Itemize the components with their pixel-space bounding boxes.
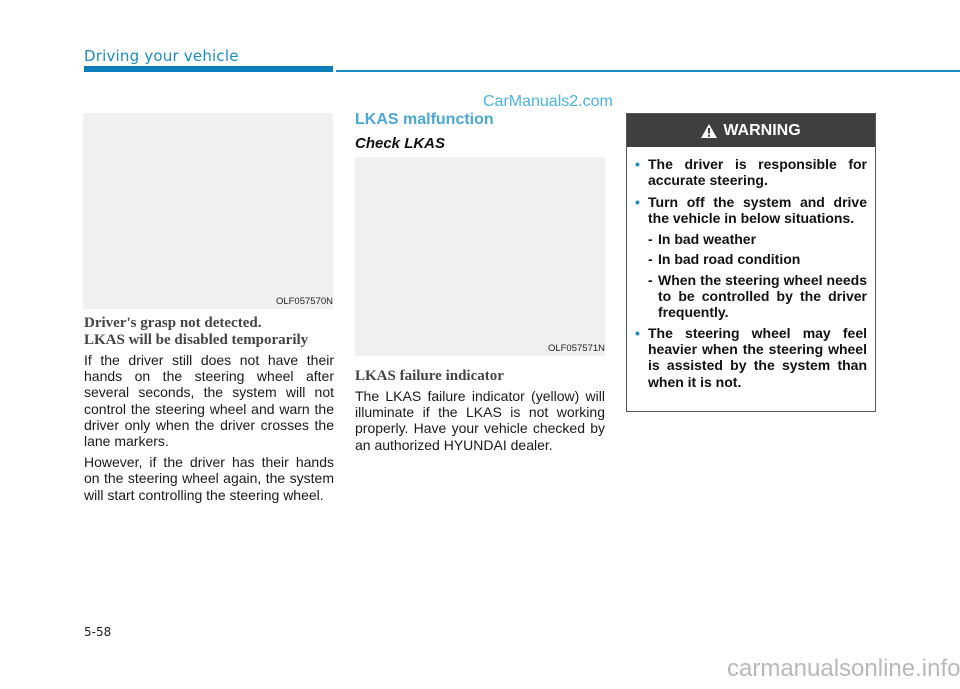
warning-box — [626, 113, 876, 412]
figure-label: OLF057570N — [275, 296, 333, 307]
watermark-bottom: carmanualsonline.info — [727, 655, 960, 682]
middle-body — [355, 388, 605, 458]
check-lkas-subtitle: Check LKAS — [355, 135, 446, 152]
figure-olf057571n — [355, 157, 605, 356]
header-bar-thin — [336, 70, 960, 72]
left-heading-line1: Driver's grasp not detected. — [84, 315, 262, 331]
warning-body — [627, 147, 875, 390]
section-title: Driving your vehicle — [84, 47, 239, 65]
warning-triangle-icon — [701, 124, 717, 138]
malfunction-title: LKAS malfunction — [355, 111, 494, 128]
warning-header — [627, 114, 875, 147]
warning-bullet: • Turn off the system and drive the vehicle in below situations. — [635, 193, 867, 226]
left-heading-line2: LKAS will be disabled temporarily — [84, 332, 309, 348]
left-paragraph-1: If the driver still does not have their hands on the steering wheel after several seconds, the system will not control the steering wheel and warn the driver only when the driver crosses the lane markers. — [84, 352, 334, 450]
failure-indicator-heading: LKAS failure indicator — [355, 368, 504, 384]
figure-label: OLF057571N — [547, 343, 605, 354]
page-number: 5-58 — [84, 625, 112, 639]
warning-sub-item: - When the steering wheel needs to be controlled by the driver frequently. — [648, 271, 867, 321]
middle-paragraph: The LKAS failure indicator (yellow) will illuminate if the LKAS is not working properly. Have your vehicle checked by an authorized HYUNDAI dealer. — [355, 388, 605, 453]
left-paragraph-2: However, if the driver has their hands on the steering wheel again, the system will start controlling the steering wheel. — [84, 454, 334, 503]
left-body — [84, 352, 334, 508]
warning-title: WARNING — [723, 121, 801, 139]
header-bar-thick — [84, 66, 333, 72]
watermark-top: CarManuals2.com — [483, 93, 613, 110]
warning-bullet: • The driver is responsible for accurate steering. — [635, 156, 867, 189]
figure-olf057570n — [83, 113, 333, 309]
warning-sub-item: - In bad weather — [648, 231, 757, 248]
warning-sub-item: - In bad road condition — [648, 251, 801, 268]
warning-bullet: • The steering wheel may feel heavier when the steering wheel is assisted by the system than when it is not. — [635, 324, 867, 390]
left-heading — [84, 315, 334, 349]
